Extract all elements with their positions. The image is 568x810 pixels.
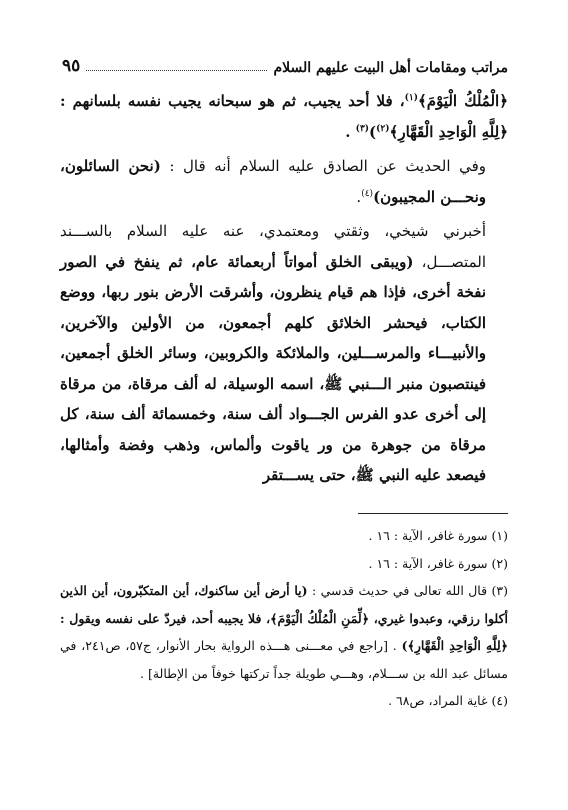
paragraph-2 [60, 151, 508, 212]
paragraph-1 [60, 86, 508, 147]
period: . [345, 122, 356, 141]
paragraph-text: وفي الحديث عن الصادق عليه السلام أنه قال : [160, 157, 487, 175]
footnote-ref[interactable]: (٣) [355, 123, 370, 134]
footnote-3 [60, 577, 508, 687]
footnote-1: (١) سورة غافر، الآية : ١٦ . [368, 528, 508, 543]
footnote-ref[interactable]: (٢) [376, 123, 390, 134]
footnote-4: (٤) غاية المراد، ص٦٨ . [388, 693, 508, 708]
footnote-ref[interactable]: (١) [404, 93, 418, 103]
period: . [356, 187, 362, 206]
page-number: ٩٥ [62, 56, 81, 76]
footnote-quote: (يا أرض أين ساكنوك، أين المتكبّرون، أين الذين أكلوا رزقي، وعبدوا غيري، ﴿لِّمَنِ الْمُلْكُ الْيَوْمَ﴾، فلا يجيبه أحد، فيردّ على نفسه ويقول : ﴿لِلَّهِ الْوَاحِدِ الْقَهَّارِ﴾) [60, 583, 508, 653]
paragraph-text: أخبرني شيخي، وثقتي ومعتمدي، عنه عليه السلام بالســـند المتصـــل، [60, 222, 486, 271]
paragraph-text: ، فلا أحد يجيب، ثم هو سبحانه يجيب نفسه بلسانهم : [60, 92, 405, 110]
quran-quote: ﴿الْمُلْكُ الْيَوْمَ﴾ [418, 92, 508, 110]
closing-paren: ) [369, 122, 377, 141]
footnote-text: . [راجع في معـــنى هـــذه الرواية بحار الأنوار، ج٥٧، ص٢٤١، في مسائل عبد الله بن ســـلام، وهـــي طويلة جداً تركتها خوفاً من الإطالة] . [60, 638, 508, 681]
footnote-separator [358, 513, 508, 514]
footnote-text: (٣) قال الله تعالى في حديث قدسي : [307, 583, 508, 598]
main-text [60, 86, 508, 491]
hadith-quote: (ويبقى الخلق أمواتاً أربعمائة عام، ثم ينفخ في الصور نفخة أخرى، فإذا هم قيام ينظرون، وأشرقت الأرض بنور ربها، ووضع الكتاب، فيحشر الخلائق كلهم أجمعون، من الأولين والآخرين، والأنبيـــاء والمرســـلين، والملائكة والكروبين، وسائر الخلق أجمعين، فينتصبون منبر الـــنبي ﷺ، اسمه الوسيلة، له ألف مرقاة، من مرقاة إلى أخرى عدو الفرس الجـــواد ألف سنة، وخمسمائة ألف سنة، كل مرقاة من جوهرة من ور ياقوت وألماس، وذهب وفضة وأمثالها، فيصعد عليه النبي ﷺ، حتى يســـتقر [60, 252, 486, 484]
footnote-2: (٢) سورة غافر، الآية : ١٦ . [368, 555, 508, 571]
header-title: مراتب ومقامات أهل البيت عليهم السلام [273, 60, 508, 76]
paragraph-3 [60, 216, 508, 491]
header-leader-dots [86, 70, 267, 71]
hadith-quote: (نحن السائلون، ونحـــن المجيبون) [60, 157, 486, 206]
running-header [62, 50, 508, 76]
footnote-ref[interactable]: (٤) [361, 188, 374, 199]
footnotes [60, 522, 508, 715]
quran-quote: ﴿لِلَّهِ الْوَاحِدِ الْقَهَّارِ﴾ [389, 122, 508, 141]
